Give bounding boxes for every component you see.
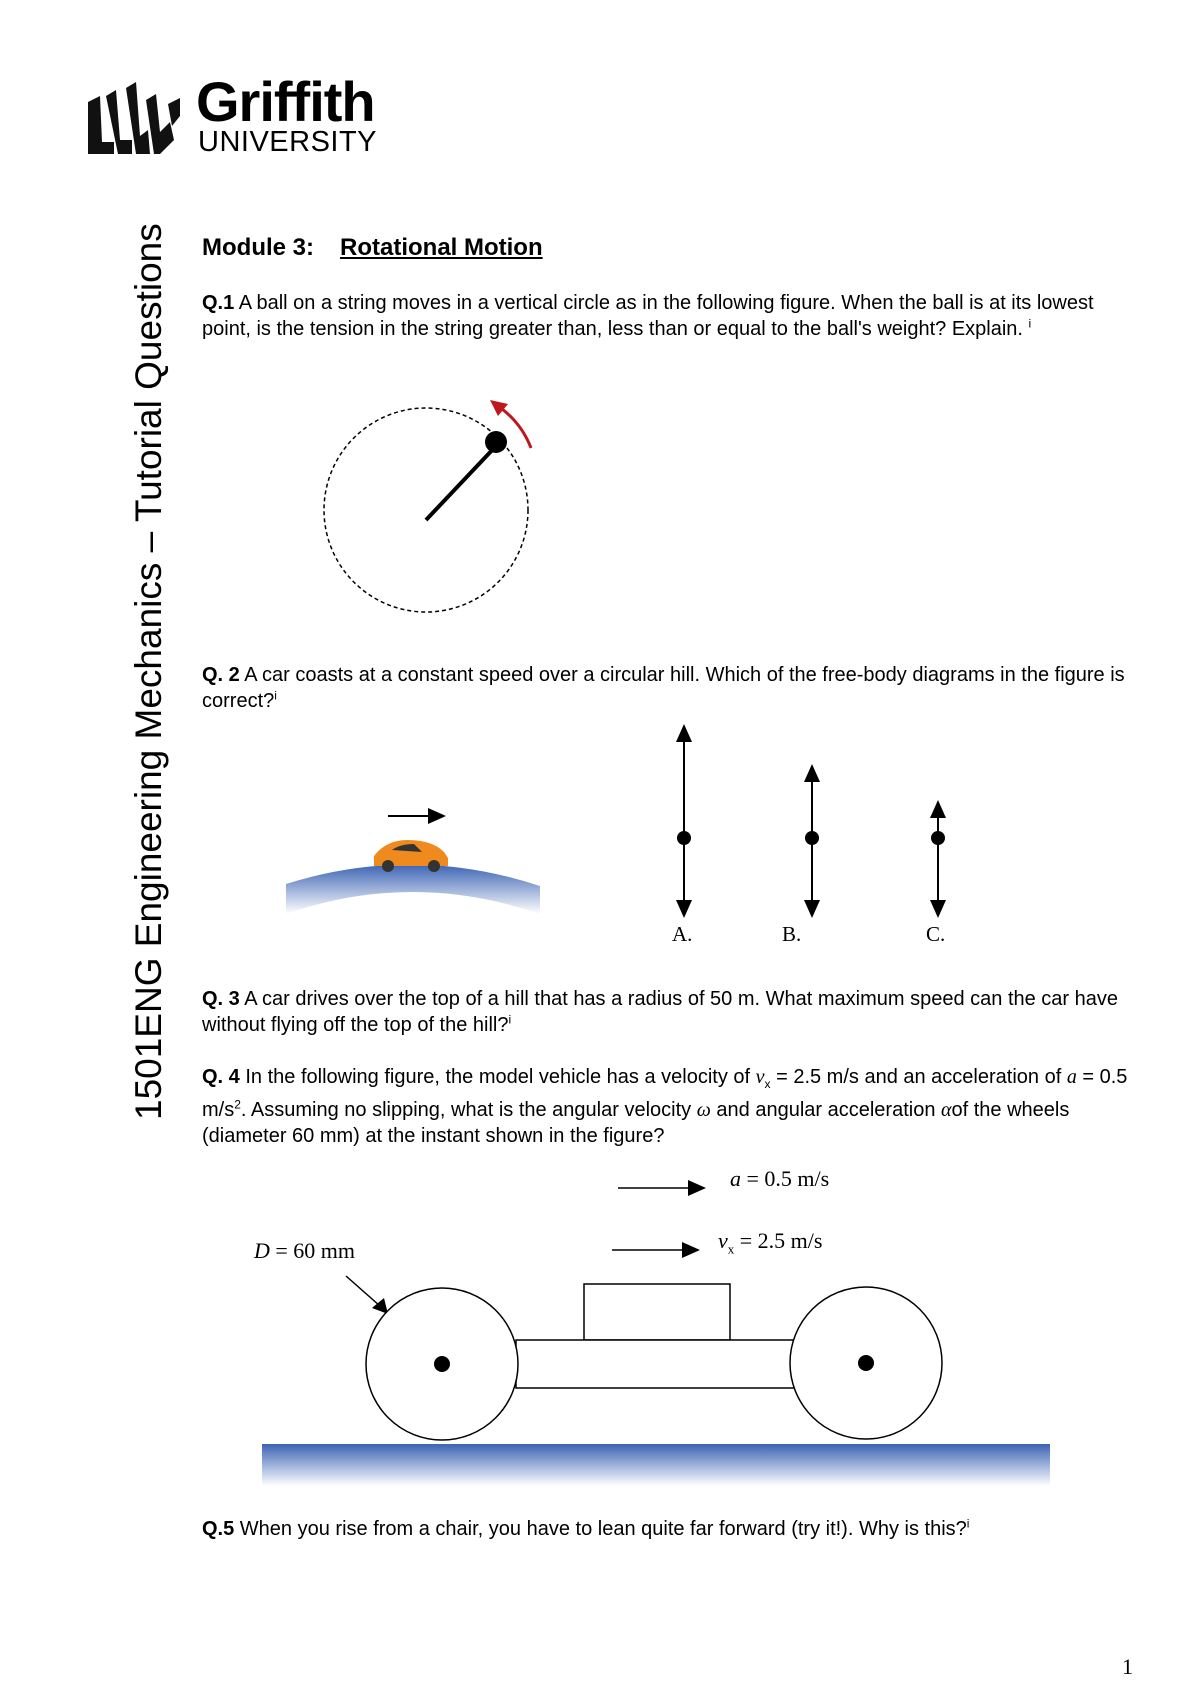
vx-arrowhead-icon xyxy=(682,1242,700,1258)
q3-label: Q. 3 xyxy=(202,988,240,1010)
module-title: Rotational Motion xyxy=(340,234,543,261)
q5-label: Q.5 xyxy=(202,1518,235,1540)
q2-note: i xyxy=(274,688,277,703)
q2-label: Q. 2 xyxy=(202,664,240,686)
right-axle xyxy=(858,1355,874,1371)
q4-label: Q. 4 xyxy=(202,1066,240,1088)
vx-symbol: v xyxy=(755,1066,765,1088)
ground xyxy=(262,1444,1050,1486)
q1-label: Q.1 xyxy=(202,292,235,314)
q5-note: i xyxy=(966,1516,970,1531)
question-5 xyxy=(202,1516,1142,1542)
q1-note: i xyxy=(1028,316,1032,331)
q2-text: A car coasts at a constant speed over a circular hill. Which of the free-body diagrams in the figure is correct? xyxy=(202,664,1125,712)
question-4: Q. 4 In the following figure, the model vehicle has a velocity of $v_x = 2.5$ m/s and an acceleration of a = 0.5 $m/s^2$. Assuming no slipping, what is the angular velocity ω and angular acceleration αof the wheels (diameter 60 mm) at the instant shown in the figure? xyxy=(202,1066,1128,1147)
vx-label: $v_x = 2.5$ m/s xyxy=(718,1228,823,1257)
module-label: Module 3: xyxy=(202,234,314,261)
q5-text: When you rise from a chair, you have to lean quite far forward (try it!). Why is this? xyxy=(234,1518,967,1540)
logo-subtitle: UNIVERSITY xyxy=(198,126,378,158)
logo-wordmark: Griffith xyxy=(196,70,375,133)
fbd-label-a: A. xyxy=(672,922,693,946)
acceleration-arrowhead-icon xyxy=(688,1180,706,1196)
alpha-symbol: α xyxy=(941,1099,952,1121)
fbd-label-b: B. xyxy=(782,922,802,946)
vehicle-body-top xyxy=(584,1284,730,1340)
diameter-pointer xyxy=(346,1276,380,1306)
q3-text: A car drives over the top of a hill that has a radius of 50 m. What maximum speed can the car have without flying off the top of the hill? xyxy=(202,988,1119,1036)
page-number: 1 xyxy=(1122,1654,1133,1679)
q1-text: A ball on a string moves in a vertical circle as in the following figure. When the ball is at its lowest point, is the tension in the string greater than, less than or equal to the ball's weight? Explain. xyxy=(202,292,1094,340)
a-symbol: a xyxy=(1066,1066,1077,1088)
diameter-label: D = 60 mm xyxy=(254,1238,356,1263)
vehicle-chassis xyxy=(516,1340,794,1388)
left-axle xyxy=(434,1356,450,1372)
fbd-label-c: C. xyxy=(926,922,946,946)
course-title-vertical: 1501ENG Engineering Mechanics – Tutorial Questions xyxy=(128,223,169,1120)
omega-symbol: ω xyxy=(696,1099,711,1121)
q3-note: i xyxy=(508,1012,512,1027)
acceleration-label: a = 0.5 m/s xyxy=(730,1166,830,1191)
